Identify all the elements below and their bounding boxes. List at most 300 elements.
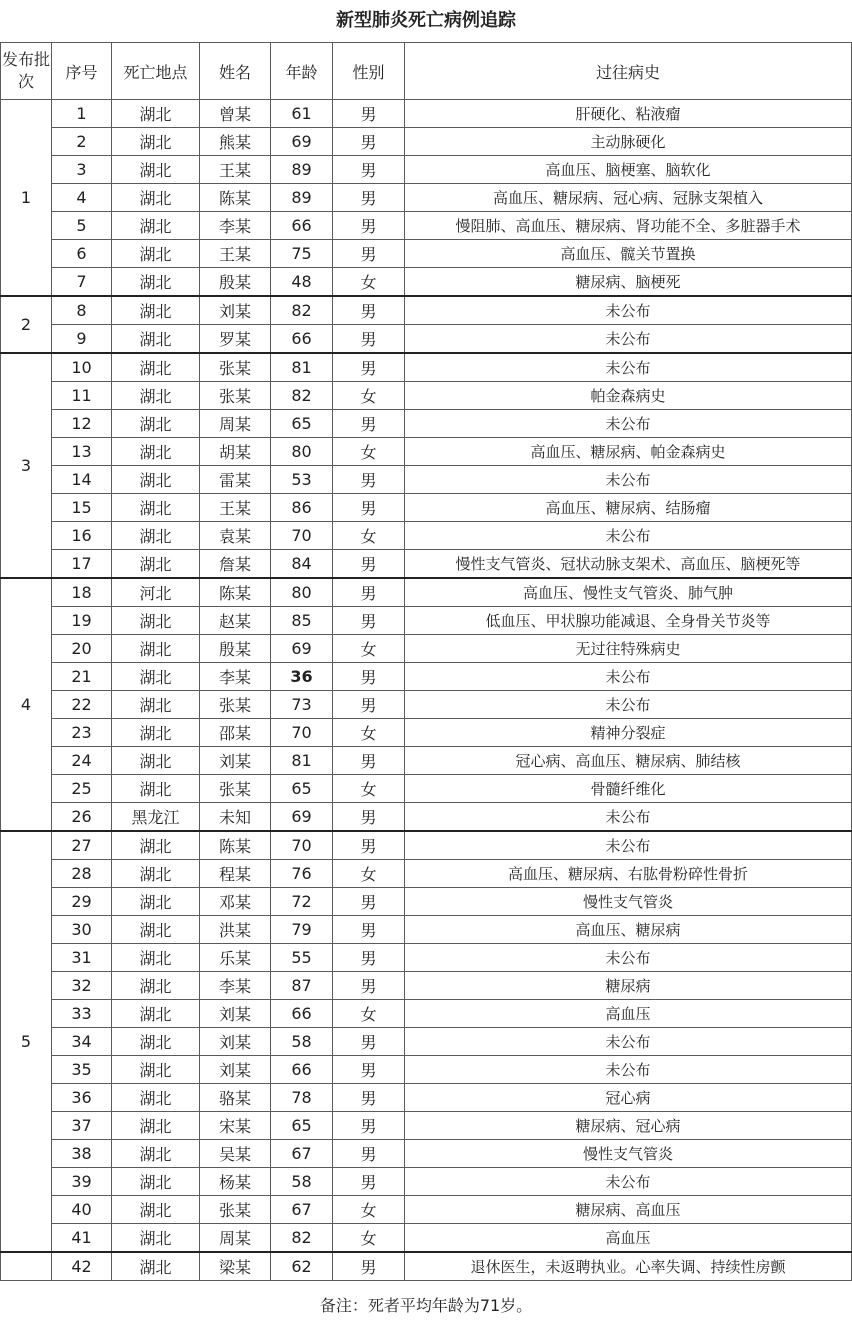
sex-cell: 男: [333, 296, 405, 325]
seq-cell: 24: [52, 747, 112, 775]
place-cell: 湖北: [112, 550, 200, 579]
history-cell: 高血压、髋关节置换: [405, 240, 852, 268]
table-row: [1, 156, 852, 184]
name-cell: 殷某: [200, 635, 271, 663]
history-cell: 未公布: [405, 663, 852, 691]
seq-cell: 38: [52, 1140, 112, 1168]
seq-cell: 27: [52, 831, 112, 860]
seq-cell: 29: [52, 888, 112, 916]
name-cell: 胡某: [200, 438, 271, 466]
place-cell: 湖北: [112, 353, 200, 382]
sex-cell: 女: [333, 382, 405, 410]
table-row: [1, 550, 852, 579]
place-cell: 湖北: [112, 410, 200, 438]
name-cell: 赵某: [200, 607, 271, 635]
history-cell: 高血压、糖尿病: [405, 916, 852, 944]
name-cell: 邵某: [200, 719, 271, 747]
name-cell: 王某: [200, 494, 271, 522]
name-cell: 李某: [200, 663, 271, 691]
age-cell: 80: [271, 438, 333, 466]
history-cell: 糖尿病、冠心病: [405, 1112, 852, 1140]
sex-cell: 男: [333, 550, 405, 579]
age-cell: 73: [271, 691, 333, 719]
table-row: [1, 1252, 852, 1281]
name-cell: 熊某: [200, 128, 271, 156]
sex-cell: 男: [333, 1168, 405, 1196]
table-row: [1, 944, 852, 972]
table-row: [1, 1000, 852, 1028]
name-cell: 周某: [200, 1224, 271, 1253]
table-row: [1, 747, 852, 775]
header-name: 姓名: [200, 43, 271, 100]
seq-cell: 16: [52, 522, 112, 550]
age-cell: 70: [271, 719, 333, 747]
history-cell: 退休医生，未返聘执业。心率失调、持续性房颤: [405, 1252, 852, 1281]
place-cell: 湖北: [112, 831, 200, 860]
place-cell: 湖北: [112, 663, 200, 691]
history-cell: 糖尿病、高血压: [405, 1196, 852, 1224]
table-row: [1, 522, 852, 550]
sex-cell: 男: [333, 156, 405, 184]
seq-cell: 14: [52, 466, 112, 494]
age-cell: 81: [271, 353, 333, 382]
seq-cell: 5: [52, 212, 112, 240]
seq-cell: 40: [52, 1196, 112, 1224]
age-cell: 82: [271, 1224, 333, 1253]
table-row: [1, 325, 852, 354]
age-cell: 62: [271, 1252, 333, 1281]
name-cell: 王某: [200, 156, 271, 184]
age-cell: 69: [271, 635, 333, 663]
seq-cell: 12: [52, 410, 112, 438]
history-cell: 高血压、糖尿病、结肠瘤: [405, 494, 852, 522]
place-cell: 河北: [112, 578, 200, 607]
header-history: 过往病史: [405, 43, 852, 100]
history-cell: 高血压、慢性支气管炎、肺气肿: [405, 578, 852, 607]
table-row: [1, 382, 852, 410]
name-cell: 张某: [200, 382, 271, 410]
seq-cell: 32: [52, 972, 112, 1000]
history-cell: 糖尿病: [405, 972, 852, 1000]
table-row: [1, 719, 852, 747]
name-cell: 张某: [200, 353, 271, 382]
place-cell: 湖北: [112, 184, 200, 212]
name-cell: 刘某: [200, 1000, 271, 1028]
seq-cell: 2: [52, 128, 112, 156]
age-cell: 65: [271, 410, 333, 438]
footnote: 备注：死者平均年龄为71岁。: [1, 1281, 852, 1328]
place-cell: 湖北: [112, 438, 200, 466]
place-cell: 湖北: [112, 100, 200, 128]
table-row: [1, 916, 852, 944]
age-cell: 58: [271, 1028, 333, 1056]
sex-cell: 男: [333, 128, 405, 156]
table-row: [1, 240, 852, 268]
seq-cell: 41: [52, 1224, 112, 1253]
history-cell: 未公布: [405, 325, 852, 354]
age-cell: 85: [271, 607, 333, 635]
seq-cell: 19: [52, 607, 112, 635]
table-row: [1, 1196, 852, 1224]
sex-cell: 男: [333, 466, 405, 494]
seq-cell: 30: [52, 916, 112, 944]
sex-cell: 男: [333, 1112, 405, 1140]
name-cell: 洪某: [200, 916, 271, 944]
age-cell: 89: [271, 156, 333, 184]
seq-cell: 36: [52, 1084, 112, 1112]
sex-cell: 男: [333, 607, 405, 635]
place-cell: 湖北: [112, 1196, 200, 1224]
sex-cell: 女: [333, 775, 405, 803]
seq-cell: 31: [52, 944, 112, 972]
table-row: [1, 663, 852, 691]
name-cell: 詹某: [200, 550, 271, 579]
history-cell: 高血压、糖尿病、冠心病、冠脉支架植入: [405, 184, 852, 212]
name-cell: 杨某: [200, 1168, 271, 1196]
place-cell: 湖北: [112, 1056, 200, 1084]
age-cell: 61: [271, 100, 333, 128]
header-sex: 性别: [333, 43, 405, 100]
age-cell: 66: [271, 1000, 333, 1028]
header-seq: 序号: [52, 43, 112, 100]
sex-cell: 男: [333, 944, 405, 972]
place-cell: 黑龙江: [112, 803, 200, 832]
sex-cell: 男: [333, 494, 405, 522]
batch-cell: 3: [1, 353, 52, 578]
seq-cell: 10: [52, 353, 112, 382]
seq-cell: 7: [52, 268, 112, 297]
place-cell: 湖北: [112, 607, 200, 635]
place-cell: 湖北: [112, 944, 200, 972]
name-cell: 张某: [200, 1196, 271, 1224]
sex-cell: 男: [333, 1028, 405, 1056]
sex-cell: 男: [333, 1084, 405, 1112]
history-cell: 未公布: [405, 353, 852, 382]
age-cell: 86: [271, 494, 333, 522]
sex-cell: 男: [333, 1140, 405, 1168]
seq-cell: 9: [52, 325, 112, 354]
history-cell: 未公布: [405, 522, 852, 550]
name-cell: 殷某: [200, 268, 271, 297]
seq-cell: 23: [52, 719, 112, 747]
age-cell: 36: [271, 663, 333, 691]
name-cell: 罗某: [200, 325, 271, 354]
table-row: [1, 1140, 852, 1168]
history-cell: 主动脉硬化: [405, 128, 852, 156]
header-age: 年龄: [271, 43, 333, 100]
history-cell: 未公布: [405, 466, 852, 494]
place-cell: 湖北: [112, 775, 200, 803]
sex-cell: 男: [333, 691, 405, 719]
header-batch: 发布批次: [1, 43, 52, 100]
seq-cell: 33: [52, 1000, 112, 1028]
place-cell: 湖北: [112, 1168, 200, 1196]
place-cell: 湖北: [112, 916, 200, 944]
death-cases-table: [0, 42, 852, 1327]
sex-cell: 女: [333, 522, 405, 550]
table-row: [1, 128, 852, 156]
history-cell: 未公布: [405, 803, 852, 832]
header-place: 死亡地点: [112, 43, 200, 100]
age-cell: 82: [271, 382, 333, 410]
place-cell: 湖北: [112, 1028, 200, 1056]
table-row: [1, 691, 852, 719]
history-cell: 未公布: [405, 1168, 852, 1196]
sex-cell: 女: [333, 860, 405, 888]
sex-cell: 男: [333, 353, 405, 382]
seq-cell: 34: [52, 1028, 112, 1056]
place-cell: 湖北: [112, 1252, 200, 1281]
table-row: [1, 1168, 852, 1196]
age-cell: 66: [271, 1056, 333, 1084]
name-cell: 曾某: [200, 100, 271, 128]
sex-cell: 男: [333, 747, 405, 775]
place-cell: 湖北: [112, 888, 200, 916]
age-cell: 81: [271, 747, 333, 775]
history-cell: 慢性支气管炎: [405, 1140, 852, 1168]
seq-cell: 37: [52, 1112, 112, 1140]
place-cell: 湖北: [112, 972, 200, 1000]
seq-cell: 39: [52, 1168, 112, 1196]
seq-cell: 25: [52, 775, 112, 803]
sex-cell: 男: [333, 325, 405, 354]
age-cell: 53: [271, 466, 333, 494]
history-cell: 冠心病、高血压、糖尿病、肺结核: [405, 747, 852, 775]
sex-cell: 女: [333, 268, 405, 297]
table-row: [1, 466, 852, 494]
age-cell: 58: [271, 1168, 333, 1196]
age-cell: 84: [271, 550, 333, 579]
history-cell: 慢阻肺、高血压、糖尿病、肾功能不全、多脏器手术: [405, 212, 852, 240]
age-cell: 66: [271, 325, 333, 354]
history-cell: 未公布: [405, 296, 852, 325]
history-cell: 未公布: [405, 1056, 852, 1084]
history-cell: 未公布: [405, 1028, 852, 1056]
seq-cell: 4: [52, 184, 112, 212]
age-cell: 48: [271, 268, 333, 297]
table-row: [1, 1112, 852, 1140]
table-row: [1, 1028, 852, 1056]
name-cell: 王某: [200, 240, 271, 268]
sex-cell: 女: [333, 438, 405, 466]
sex-cell: 男: [333, 1056, 405, 1084]
seq-cell: 42: [52, 1252, 112, 1281]
place-cell: 湖北: [112, 1140, 200, 1168]
history-cell: 高血压: [405, 1224, 852, 1253]
name-cell: 雷某: [200, 466, 271, 494]
history-cell: 高血压、糖尿病、帕金森病史: [405, 438, 852, 466]
sex-cell: 男: [333, 100, 405, 128]
table-row: [1, 1084, 852, 1112]
place-cell: 湖北: [112, 268, 200, 297]
sex-cell: 男: [333, 888, 405, 916]
header-row: [1, 43, 852, 100]
batch-cell: 2: [1, 296, 52, 353]
seq-cell: 26: [52, 803, 112, 832]
name-cell: 骆某: [200, 1084, 271, 1112]
seq-cell: 21: [52, 663, 112, 691]
table-row: [1, 100, 852, 128]
history-cell: 未公布: [405, 410, 852, 438]
sex-cell: 男: [333, 410, 405, 438]
sex-cell: 女: [333, 1000, 405, 1028]
place-cell: 湖北: [112, 719, 200, 747]
batch-cell: [1, 1252, 52, 1281]
table-row: [1, 296, 852, 325]
table-row: [1, 831, 852, 860]
table-row: [1, 353, 852, 382]
name-cell: 刘某: [200, 296, 271, 325]
seq-cell: 6: [52, 240, 112, 268]
age-cell: 70: [271, 831, 333, 860]
history-cell: 糖尿病、脑梗死: [405, 268, 852, 297]
table-row: [1, 410, 852, 438]
history-cell: 帕金森病史: [405, 382, 852, 410]
name-cell: 陈某: [200, 578, 271, 607]
sex-cell: 女: [333, 1224, 405, 1253]
age-cell: 87: [271, 972, 333, 1000]
name-cell: 程某: [200, 860, 271, 888]
name-cell: 刘某: [200, 1028, 271, 1056]
history-cell: 冠心病: [405, 1084, 852, 1112]
age-cell: 67: [271, 1140, 333, 1168]
sex-cell: 男: [333, 831, 405, 860]
place-cell: 湖北: [112, 212, 200, 240]
seq-cell: 17: [52, 550, 112, 579]
table-row: [1, 860, 852, 888]
name-cell: 梁某: [200, 1252, 271, 1281]
sex-cell: 男: [333, 972, 405, 1000]
place-cell: 湖北: [112, 128, 200, 156]
place-cell: 湖北: [112, 1112, 200, 1140]
name-cell: 袁某: [200, 522, 271, 550]
place-cell: 湖北: [112, 156, 200, 184]
age-cell: 79: [271, 916, 333, 944]
seq-cell: 11: [52, 382, 112, 410]
name-cell: 李某: [200, 212, 271, 240]
place-cell: 湖北: [112, 1000, 200, 1028]
sex-cell: 男: [333, 212, 405, 240]
sex-cell: 男: [333, 916, 405, 944]
name-cell: 陈某: [200, 184, 271, 212]
sex-cell: 男: [333, 240, 405, 268]
table-row: [1, 268, 852, 297]
name-cell: 李某: [200, 972, 271, 1000]
seq-cell: 35: [52, 1056, 112, 1084]
age-cell: 65: [271, 1112, 333, 1140]
history-cell: 骨髓纤维化: [405, 775, 852, 803]
table-row: [1, 578, 852, 607]
seq-cell: 22: [52, 691, 112, 719]
age-cell: 72: [271, 888, 333, 916]
batch-cell: 5: [1, 831, 52, 1252]
place-cell: 湖北: [112, 691, 200, 719]
age-cell: 89: [271, 184, 333, 212]
history-cell: 无过往特殊病史: [405, 635, 852, 663]
name-cell: 吴某: [200, 1140, 271, 1168]
table-row: [1, 607, 852, 635]
age-cell: 75: [271, 240, 333, 268]
name-cell: 宋某: [200, 1112, 271, 1140]
history-cell: 未公布: [405, 944, 852, 972]
note-row: [1, 1281, 852, 1328]
name-cell: 张某: [200, 691, 271, 719]
seq-cell: 8: [52, 296, 112, 325]
history-cell: 未公布: [405, 691, 852, 719]
table-row: [1, 184, 852, 212]
age-cell: 78: [271, 1084, 333, 1112]
history-cell: 高血压、脑梗塞、脑软化: [405, 156, 852, 184]
seq-cell: 1: [52, 100, 112, 128]
place-cell: 湖北: [112, 1084, 200, 1112]
seq-cell: 20: [52, 635, 112, 663]
place-cell: 湖北: [112, 635, 200, 663]
name-cell: 周某: [200, 410, 271, 438]
history-cell: 低血压、甲状腺功能减退、全身骨关节炎等: [405, 607, 852, 635]
history-cell: 慢性支气管炎: [405, 888, 852, 916]
place-cell: 湖北: [112, 860, 200, 888]
table-row: [1, 212, 852, 240]
place-cell: 湖北: [112, 325, 200, 354]
history-cell: 高血压、糖尿病、右肱骨粉碎性骨折: [405, 860, 852, 888]
table-row: [1, 494, 852, 522]
place-cell: 湖北: [112, 747, 200, 775]
seq-cell: 13: [52, 438, 112, 466]
sex-cell: 女: [333, 719, 405, 747]
name-cell: 刘某: [200, 747, 271, 775]
history-cell: 精神分裂症: [405, 719, 852, 747]
table-row: [1, 1224, 852, 1253]
batch-cell: 1: [1, 100, 52, 297]
sex-cell: 女: [333, 1196, 405, 1224]
name-cell: 乐某: [200, 944, 271, 972]
table-row: [1, 775, 852, 803]
place-cell: 湖北: [112, 240, 200, 268]
table-row: [1, 438, 852, 466]
age-cell: 69: [271, 803, 333, 832]
sex-cell: 男: [333, 184, 405, 212]
table-row: [1, 635, 852, 663]
age-cell: 82: [271, 296, 333, 325]
table-title: 新型肺炎死亡病例追踪: [336, 10, 516, 31]
place-cell: 湖北: [112, 382, 200, 410]
sex-cell: 男: [333, 1252, 405, 1281]
place-cell: 湖北: [112, 522, 200, 550]
sex-cell: 男: [333, 578, 405, 607]
name-cell: 邓某: [200, 888, 271, 916]
table-row: [1, 803, 852, 832]
age-cell: 76: [271, 860, 333, 888]
age-cell: 69: [271, 128, 333, 156]
seq-cell: 28: [52, 860, 112, 888]
seq-cell: 18: [52, 578, 112, 607]
table-row: [1, 972, 852, 1000]
history-cell: 未公布: [405, 831, 852, 860]
sex-cell: 男: [333, 803, 405, 832]
history-cell: 高血压: [405, 1000, 852, 1028]
name-cell: 刘某: [200, 1056, 271, 1084]
place-cell: 湖北: [112, 466, 200, 494]
table-body: [1, 100, 852, 1281]
age-cell: 66: [271, 212, 333, 240]
table-row: [1, 1056, 852, 1084]
sex-cell: 男: [333, 663, 405, 691]
table-row: [1, 888, 852, 916]
name-cell: 未知: [200, 803, 271, 832]
sex-cell: 女: [333, 635, 405, 663]
place-cell: 湖北: [112, 296, 200, 325]
name-cell: 张某: [200, 775, 271, 803]
